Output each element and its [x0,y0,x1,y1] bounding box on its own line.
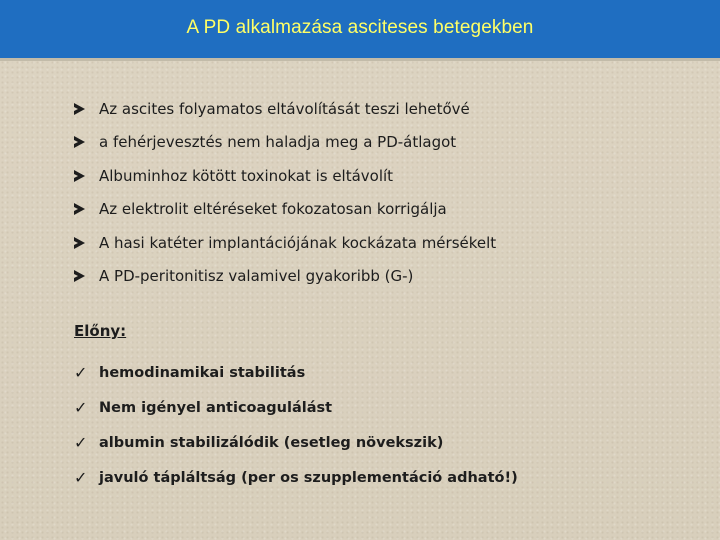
check-icon: ✓ [74,468,88,487]
check-icon: ✓ [74,363,88,382]
arrow-bullet-icon [74,170,85,182]
check-icon: ✓ [74,433,88,452]
advantage-list [74,355,518,495]
list-item-text: A hasi katéter implantációjának kockázata mérsékelt [99,233,497,252]
list-item-text: Az elektrolit eltéréseket fokozatosan korrigálja [99,200,447,219]
list-item-text: javuló tápláltság (per os szupplementáció adható!) [99,469,518,486]
list-item-text: hemodinamikai stabilitás [99,364,306,381]
list-item [74,159,496,193]
point-list [74,92,496,293]
arrow-bullet-icon [74,237,85,249]
list-item [74,92,496,126]
list-item-text: Nem igényel anticoagulálást [99,399,333,416]
list-item-text: Albuminhoz kötött toxinokat is eltávolít [99,166,394,185]
list-item [74,126,496,160]
list-item [74,193,496,227]
list-item-text: A PD-peritonitisz valamivel gyakoribb (G-) [99,267,414,286]
list-item-text: a fehérjevesztés nem haladja meg a PD-átlagot [99,133,457,152]
check-icon: ✓ [74,398,88,417]
arrow-bullet-icon [74,103,85,115]
list-item [74,355,518,390]
list-item [74,460,518,495]
list-item [74,390,518,425]
list-item [74,425,518,460]
list-item-text: Az ascites folyamatos eltávolítását teszi lehetővé [99,99,470,118]
arrow-bullet-icon [74,270,85,282]
arrow-bullet-icon [74,136,85,148]
list-item-text: albumin stabilizálódik (esetleg növekszik) [99,434,444,451]
arrow-bullet-icon [74,203,85,215]
list-item [74,226,496,260]
advantages-heading: Előny: [74,322,127,340]
slide-title: A PD alkalmazása asciteses betegekben [186,17,534,38]
title-bar [0,0,720,61]
list-item [74,260,496,294]
